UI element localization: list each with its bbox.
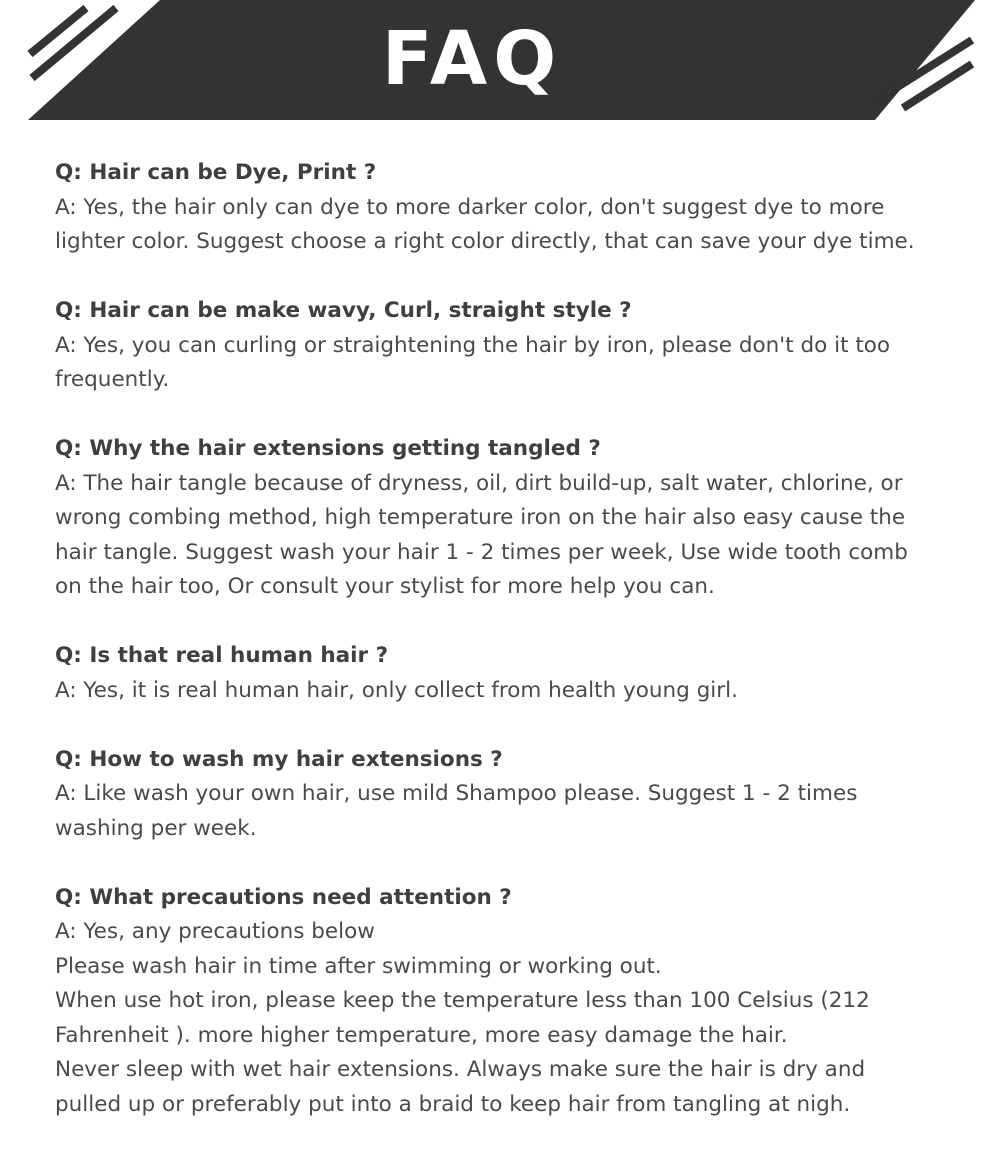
faq-answer-line: wrong combing method, high temperature iron on the hair also easy cause the (55, 505, 906, 530)
faq-item (55, 743, 955, 847)
faq-item (55, 432, 955, 605)
faq-question: Q: How to wash my hair extensions ? (55, 746, 503, 772)
faq-question: Q: Hair can be make wavy, Curl, straight style ? (55, 298, 632, 323)
faq-answer-line: washing per week. (55, 815, 257, 841)
faq-item (55, 294, 955, 398)
faq-answer-line: A: Yes, you can curling or straightening the hair by iron, please don't do it too (55, 332, 891, 358)
faq-answer-line: A: Yes, any precautions below (55, 919, 375, 944)
faq-answer-line: A: Yes, the hair only can dye to more darker color, don't suggest dye to more (55, 194, 885, 220)
faq-question: Q: Hair can be Dye, Print ? (55, 160, 377, 185)
faq-answer-line: lighter color. Suggest choose a right color directly, that can save your dye time. (55, 229, 915, 254)
faq-answer-line: A: Like wash your own hair, use mild Shampoo please. Suggest 1 - 2 times (55, 781, 858, 806)
faq-question: Q: What precautions need attention ? (55, 884, 512, 910)
faq-question: Q: Is that real human hair ? (55, 643, 389, 668)
faq-question: Q: Why the hair extensions getting tangled ? (55, 436, 601, 461)
faq-answer-line: pulled up or preferably put into a braid to keep hair from tangling at nigh. (55, 1091, 851, 1117)
faq-banner (0, 0, 1000, 125)
faq-answer-line: hair tangle. Suggest wash your hair 1 - 2 times per week, Use wide tooth comb (55, 539, 908, 565)
faq-answer-line: Please wash hair in time after swimming or working out. (55, 953, 662, 979)
faq-answer-line: Never sleep with wet hair extensions. Always make sure the hair is dry and (55, 1057, 866, 1082)
page-title: FAQ (381, 16, 563, 102)
faq-answer-line: A: Yes, it is real human hair, only collect from health young girl. (55, 677, 738, 703)
faq-item (55, 639, 955, 708)
faq-answer-line: A: The hair tangle because of dryness, oil, dirt build-up, salt water, chlorine, or (55, 470, 903, 496)
faq-item (55, 881, 955, 1123)
faq-item (55, 156, 955, 260)
faq-answer-line: on the hair too, Or consult your stylist for more help you can. (55, 574, 715, 599)
faq-answer-line: When use hot iron, please keep the temperature less than 100 Celsius (212 (55, 988, 870, 1013)
faq-list (55, 156, 955, 1157)
faq-answer-line: Fahrenheit ). more higher temperature, more easy damage the hair. (55, 1022, 788, 1048)
faq-answer-line: frequently. (55, 367, 170, 392)
